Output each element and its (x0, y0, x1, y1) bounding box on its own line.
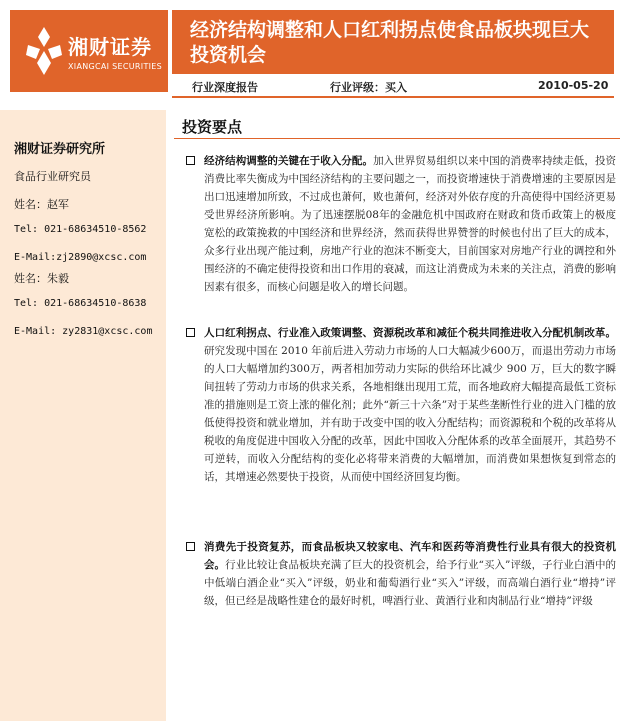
analyst-email-2[interactable]: E-Mail: zy2831@xcsc.com (14, 326, 153, 337)
key-point-text (204, 538, 616, 610)
xiangcai-logo-icon (24, 25, 64, 77)
report-title-line-1: 经济结构调整和人口红利拐点使食品板块现巨大 (190, 19, 590, 41)
analyst-role: 食品行业研究员 (14, 170, 91, 183)
report-type: 行业深度报告 (192, 81, 258, 94)
industry-rating: 行业评级：买入 (330, 81, 407, 94)
key-point-lead: 经济结构调整的关键在于收入分配。 (204, 155, 374, 167)
research-institute: 湘财证券研究所 (14, 142, 106, 157)
analyst-email-1[interactable]: E-Mail:zj2890@xcsc.com (14, 252, 147, 263)
key-point-text (204, 324, 616, 486)
bullet-square-icon (186, 542, 195, 551)
key-point-text (204, 152, 616, 296)
section-title-rule (174, 138, 620, 139)
analyst-tel-2: Tel: 021-68634510-8638 (14, 298, 147, 309)
title-banner (172, 10, 614, 74)
bullet-square-icon (186, 156, 195, 165)
analyst-name-1: 姓名：赵军 (14, 198, 69, 211)
section-title: 投资要点 (182, 118, 243, 136)
brand-logo (10, 10, 168, 92)
bullet-square-icon (186, 328, 195, 337)
logo-english-name: XIANGCAI SECURITIES (68, 62, 163, 71)
key-point-body: 加入世界贸易组织以来中国的消费率持续走低，投资消费比率失衡成为中国经济结构的主要问题之一，而投资增速快于消费增速的主要原因是出口迅速增加所致，不过成也萧何，败也萧何，经济对外依存度的升高使得中国经济更易受世界经济所影响。为了迅速摆脱08年的金融危机中国政府在财政和货币政策上的极度宽松的政策挽救的中国经济和世界经济，然而获得世界赞誉的时候也付出了巨大的成本，众多行业出现产能过剩，房地产行业的泡沫不断变大，目前国家对房地产行业的调控和外围经济的不确定使得投资和出口作用的衰减，而这让消费成为未来的关注点，消费的影响因素有很多，而核心问题是收入的增长问题。 (204, 155, 617, 293)
analyst-name-2: 姓名：朱毅 (14, 272, 69, 285)
header-divider (172, 96, 614, 98)
logo-chinese-name: 湘财证券 (68, 35, 152, 59)
report-meta-row (172, 74, 614, 96)
key-point-body: 研究发现中国在 2010 年前后进入劳动力市场的人口大幅减少600万，而退出劳动力市场的人口大幅增加约300万，两者相加劳动力实际的供给环比减少 900 万，巨大的数字瞬间扭转了劳动力市场的供求关系，各地相继出现用工荒，而各地政府大幅提高最低工资标准的措施则是工资上涨的催化剂；此外“新三十六条”对于某些垄断性行业的进入门槛的放低使得投资和就业增加，并有助于改变中国的收入分配结构；而资源税和个税的改革将从税收的角度促进中国收入分配的改革，因此中国收入分配体系的改革全面展开，其趋势不可逆转，而收入分配结构的变化必将带来消费的大幅增加，而消费如果想恢复到常态的话，其增速必然要快于投资，从而使中国经济回复均衡。 (204, 345, 616, 483)
analyst-sidebar (0, 110, 166, 721)
key-point-lead: 消费先于投资复苏，而食品板块又较家电、汽车和医药等消费性行业具有很大的投资机会。 (204, 541, 616, 571)
analyst-tel-1: Tel: 021-68634510-8562 (14, 224, 147, 235)
report-title (190, 18, 589, 68)
key-point-body: 行业比较让食品板块充满了巨大的投资机会，给予行业“买入”评级，子行业白酒中的中低端白酒企业“买入”评级，奶业和葡萄酒行业“买入”评级，而高端白酒行业“增持”评级，但已经是战略性建仓的最好时机，啤酒行业、黄酒行业和肉制品行业“增持”评级 (204, 559, 617, 607)
key-point-lead: 人口红利拐点、行业准入政策调整、资源税改革和减征个税共同推进收入分配机制改革。 (204, 327, 616, 339)
report-date: 2010-05-20 (538, 79, 609, 92)
report-title-line-2: 投资机会 (190, 44, 267, 66)
report-header (0, 0, 624, 107)
